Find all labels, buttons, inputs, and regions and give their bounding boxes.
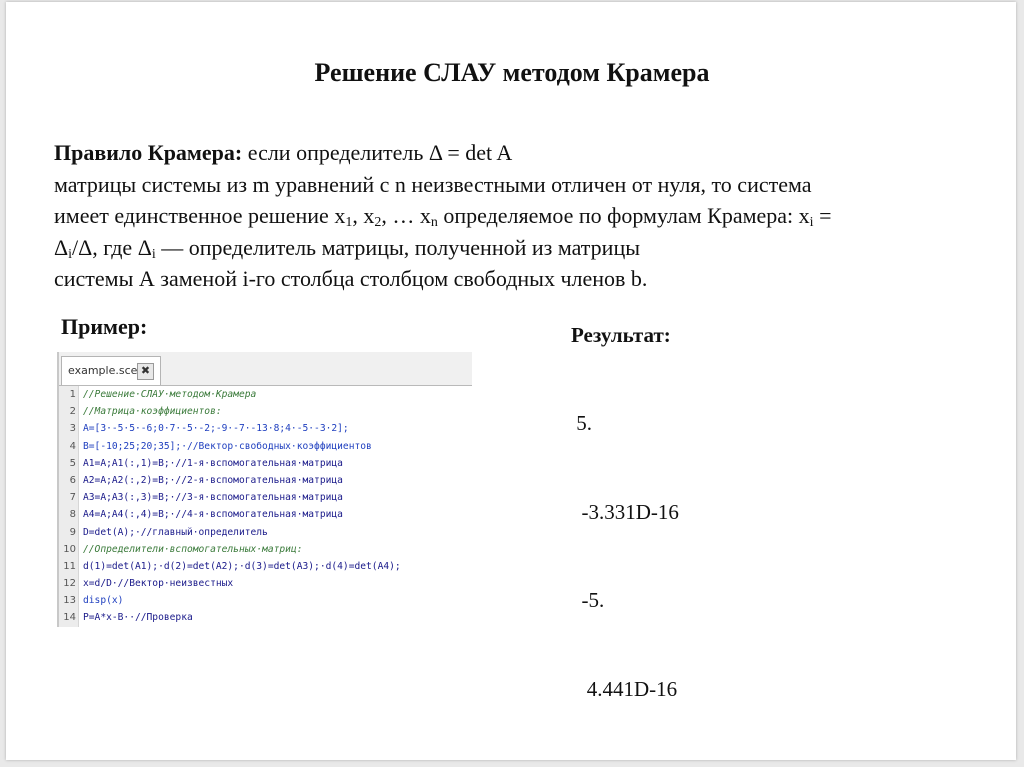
editor-tab[interactable] [61,356,161,385]
code-editor [57,352,472,627]
subscript-1: 1 [345,215,353,230]
line-number: 5 [69,457,76,469]
line-number: 7 [69,492,76,504]
line-number: 4 [69,440,76,452]
subscript-i: i [809,215,814,230]
subscript-i: i [151,246,156,262]
subscript-n: n [430,215,438,230]
code-line [63,592,472,609]
editor-tab-bar [57,352,472,386]
result-value: -5. [571,588,605,612]
code-line [69,420,472,437]
tab-file-name: example.sce [68,364,138,377]
line-number: 14 [63,612,76,624]
line-number: 6 [69,474,76,486]
code-text: A3=A;A3(:,3)=B;·//3-я·вспомогательная·матрица [83,492,343,504]
rule-line-4 [54,232,984,264]
code-line [69,472,472,489]
rule-line-3-d: определяемое по формулам Крамера: x [437,203,810,228]
rule-line-1-text: если определитель Δ = det A [242,140,513,165]
code-text: //Определители·вспомогательных·матриц: [83,543,303,555]
code-line [63,541,472,558]
line-number: 12 [63,578,76,590]
code-line [69,489,472,506]
rule-heading: Правило Крамера: [54,140,243,165]
result-value: 5. [571,411,592,435]
code-text: //Матрица·коэффициентов: [83,406,222,418]
code-line [69,455,472,472]
line-number: 1 [69,389,76,400]
line-number: 3 [69,423,76,435]
line-number: 8 [69,509,76,521]
line-number: 2 [69,406,76,418]
line-number: 13 [63,595,76,607]
rule-line-3-e: = [813,203,832,228]
code-text: A1=A;A1(:,1)=B;·//1-я·вспомогательная·матрица [83,457,343,469]
rule-line-3-c: , … x [381,203,431,228]
close-tab-icon[interactable]: ✖ [137,363,154,380]
example-label: Пример: [61,314,148,339]
code-text: d(1)=det(A1);·d(2)=det(A2);·d(3)=det(A3);·d(4)=det(A4); [83,560,401,572]
rule-line-3 [54,200,984,232]
code-text: P=A*x-B··//Проверка [83,612,193,624]
code-line [63,558,472,575]
code-line [69,524,472,541]
result-label: Результат: [571,323,671,347]
rule-line-3-a: имеет единственное решение x [54,203,346,228]
code-text: //Решение·СЛАУ·методом·Крамера [83,389,257,400]
code-text: A4=A;A4(:,4)=B;·//4-я·вспомогательная·матрица [83,509,343,521]
subscript-i: i [68,246,73,262]
rule-line-5: системы А заменой i-го столбца столбцом свободных членов b. [54,266,648,291]
code-area[interactable] [63,386,472,627]
result-values [571,350,679,734]
code-text: D=det(A);·//главный·определитель [83,526,268,538]
rule-line-1 [54,137,984,169]
rule-line-4-a: Δ [54,234,69,260]
cramer-rule-text [54,137,984,295]
code-text: A=[3·-5·5·-6;0·7·-5·-2;-9·-7·-13·8;4·-5·-3·2]; [83,423,349,435]
code-line [69,386,472,403]
result-value: -3.331D-16 [571,499,679,524]
line-number: 10 [63,543,76,555]
rule-line-4-b: /Δ, где Δ [72,234,152,260]
code-text: disp(x) [83,595,124,607]
line-number: 9 [69,526,76,538]
rule-line-4-c: — определитель матрицы, полученной из матрицы [155,234,641,260]
line-number: 11 [63,560,76,572]
rule-line-2: матрицы системы из m уравнений с n неизвестными отличен от нуля, то система [54,171,812,197]
code-line [69,438,472,455]
code-line [69,506,472,523]
code-text: B=[-10;25;20;35];·//Вектор·свободных·коэффициентов [83,440,372,452]
code-text: x=d/D·//Вектор·неизвестных [83,578,234,590]
page-title: Решение СЛАУ методом Крамера [314,58,710,87]
code-line [69,403,472,420]
code-line [63,609,472,626]
code-text: A2=A;A2(:,2)=B;·//2-я·вспомогательная·матрица [83,474,343,486]
rule-line-3-b: , x [352,203,375,228]
subscript-2: 2 [374,215,382,230]
code-line [63,575,472,592]
result-value: 4.441D-16 [571,676,678,701]
